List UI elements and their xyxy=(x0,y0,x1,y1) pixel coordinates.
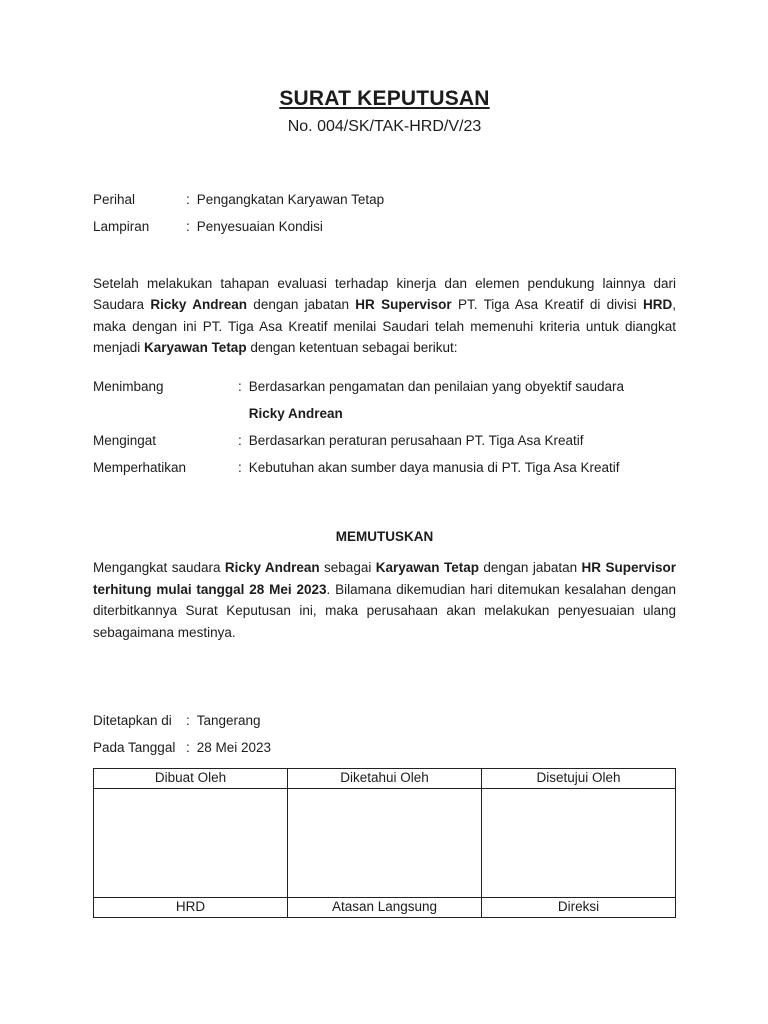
colon-separator: : xyxy=(238,432,242,448)
signature-space-cell xyxy=(482,788,676,897)
signature-header-cell: Disetujui Oleh xyxy=(482,768,676,788)
colon-separator: : xyxy=(238,459,242,475)
meta-label: Perihal xyxy=(93,191,136,207)
signature-role-row xyxy=(94,897,676,917)
signature-space-cell xyxy=(288,788,482,897)
meta-value: Penyesuaian Kondisi xyxy=(196,219,323,234)
placement-value: Tangerang xyxy=(196,713,261,729)
colon-separator: : xyxy=(186,713,190,729)
placement-label: Ditetapkan di xyxy=(93,713,172,729)
meta-block xyxy=(93,192,676,235)
colon-separator: : xyxy=(186,219,190,234)
placement-block xyxy=(93,713,676,756)
consideration-row-mengingat xyxy=(93,433,676,449)
decision-paragraph: Mengangkat saudara Ricky Andrean sebagai Karyawan Tetap dengan jabatan HR Supervisor terhitung mulai tanggal 28 Mei 2023. Bilamana dikemudian hari ditemukan kesalahan dengan diterbitkannya Surat Keputusan ini, maka perusahaan akan melakukan penyesuaian ulang sebagaimana mestinya. xyxy=(93,559,676,640)
meta-value: Pengangkatan Karyawan Tetap xyxy=(196,191,385,207)
placement-value: 28 Mei 2023 xyxy=(196,740,272,756)
meta-row-perihal xyxy=(93,192,676,208)
consideration-value xyxy=(249,379,624,422)
placement-row-date xyxy=(93,740,676,756)
placement-row-city xyxy=(93,713,676,729)
consideration-value: Kebutuhan akan sumber daya manusia di PT. Tiga Asa Kreatif xyxy=(248,459,620,475)
consideration-text: Berdasarkan pengamatan dan penilaian yang obyektif saudara xyxy=(248,378,625,394)
consideration-row-menimbang xyxy=(93,379,676,422)
signature-space-cell xyxy=(94,788,288,897)
colon-separator: : xyxy=(186,740,190,756)
signature-header-cell: Dibuat Oleh xyxy=(94,768,288,788)
colon-separator: : xyxy=(238,378,242,394)
meta-row-lampiran xyxy=(93,219,676,235)
signature-table xyxy=(93,768,676,918)
signature-space-row xyxy=(94,788,676,897)
consideration-row-memperhatikan xyxy=(93,460,676,476)
colon-separator: : xyxy=(186,191,190,207)
meta-label: Lampiran xyxy=(93,219,150,234)
signature-role-cell: Atasan Langsung xyxy=(288,897,482,917)
document-number: No. 004/SK/TAK-HRD/V/23 xyxy=(287,118,482,136)
decision-heading: MEMUTUSKAN xyxy=(335,529,434,545)
consideration-label: Menimbang xyxy=(93,378,164,394)
signature-role-cell: HRD xyxy=(94,897,288,917)
considerations-block xyxy=(93,379,676,476)
signature-role-cell: Direksi xyxy=(482,897,676,917)
document-title: SURAT KEPUTUSAN xyxy=(279,87,490,110)
consideration-label: Memperhatikan xyxy=(93,459,187,475)
signature-header-row xyxy=(94,768,676,788)
placement-label: Pada Tanggal xyxy=(93,740,176,756)
consideration-label: Mengingat xyxy=(93,432,157,448)
employee-name: Ricky Andrean xyxy=(248,405,343,421)
consideration-value: Berdasarkan peraturan perusahaan PT. Tiga Asa Kreatif xyxy=(248,432,584,448)
signature-header-cell: Diketahui Oleh xyxy=(288,768,482,788)
intro-paragraph: Setelah melakukan tahapan evaluasi terhadap kinerja dan elemen pendukung lainnya dari Saudara Ricky Andrean dengan jabatan HR Supervisor PT. Tiga Asa Kreatif di divisi HRD, maka dengan ini PT. Tiga Asa Kreatif menilai Saudari telah memenuhi kriteria untuk diangkat menjadi Karyawan Tetap dengan ketentuan sebagai berikut: xyxy=(93,275,677,356)
